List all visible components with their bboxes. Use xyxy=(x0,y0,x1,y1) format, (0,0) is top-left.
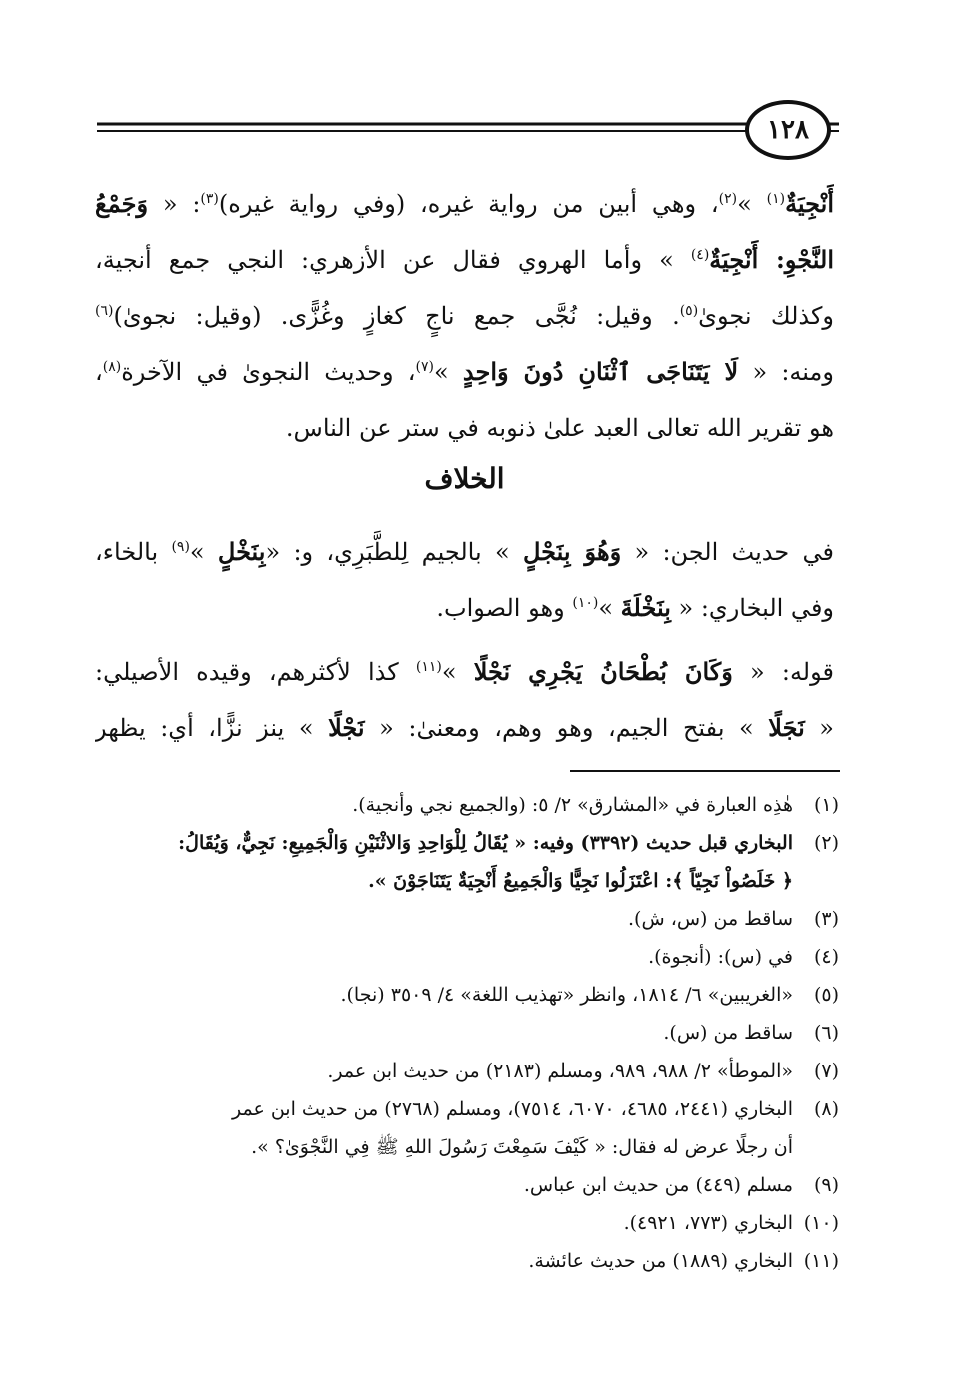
text-line: في حديث الجن: « وَهُوَ بِنَجْلٍ » بالجيم لِلطَّبَرِي، و: «بِنَخْلٍ »$^{(٩)}$ بالخاء، xyxy=(95,537,834,566)
header-rule xyxy=(97,122,839,134)
footnote: (١٠) البخاري (٧٧٣، ٤٩٢١). xyxy=(623,1212,839,1234)
text-line: أَنْجِيَةٌ$^{(١)}$ »$^{(٢)}$، وهي أبين من رواية غيره، (وفي رواية غيره)$^{(٣)}$: « وَجَمْعُ xyxy=(95,189,834,218)
text-line: ومنه: « لَا يَتَنَاجَى ٱثْنَانِ دُونَ وَاحِدٍ »$^{(٧)}$، وحديث النجوىٰ في الآخرة$^{(٨)}$، xyxy=(95,357,834,386)
footnote: (٩) مسلم (٤٤٩) من حديث ابن عباس. xyxy=(523,1174,839,1196)
footnote: (٦) ساقط من (س). xyxy=(663,1022,839,1044)
footnote: (٣) ساقط من (س، ش). xyxy=(628,908,839,930)
footnote: (٤) في (س): (أنجوة). xyxy=(648,946,839,968)
paragraph-jinn-hadith xyxy=(95,524,834,636)
text-line: هو تقرير الله تعالى العبد علىٰ ذنوبه في ستر عن الناس. xyxy=(285,414,834,442)
section-title: الخلاف xyxy=(424,462,505,495)
footnote: (٧) «الموطأ» ٢/ ٩٨٨، ٩٨٩، ومسلم (٢١٨٣) من حديث ابن عمر. xyxy=(327,1060,839,1082)
footnote: (١١) البخاري (١٨٨٩) من حديث عائشة. xyxy=(528,1250,839,1272)
text-line: وفي البخاري: « بِنَخْلَةَ »$^{(١٠)}$ وهو الصواب. xyxy=(436,593,834,622)
text-line: وكذلك نجوىٰ$^{(٥)}$. وقيل: نُجَّى جمع ناجٍ كغازٍ وغُزًّى. (وقيل: نجوىٰ)$^{(٦)}$ xyxy=(95,302,834,330)
paragraph-buthan xyxy=(95,644,834,756)
page-number: ١٢٨ xyxy=(745,100,831,160)
text-line: « نَجَلًا » بفتح الجيم، وهو وهم، ومعنىٰ: « نَجْلًا » ينز نزًّا، أي: يظهر xyxy=(95,713,834,742)
text-line: قوله: « وَكَانَ بُطْحَانُ يَجْرِي نَجْلًا »$^{(١١)}$ كذا لأكثرهم، وقيده الأصيلي: xyxy=(95,657,834,686)
footnote: (٨) البخاري (٢٤٤١، ٤٦٨٥، ٦٠٧٠، ٧٥١٤)، ومسلم (٢٧٦٨) من حديث ابن عمر أن رجلًا عرض له فقال: « كَيْفَ سَمِعْتَ رَسُولَ اللهِ ﷺ فِي النَّجْوَىٰ؟ ». xyxy=(231,1098,839,1158)
footnote: (٢) البخاري قبل حديث (٣٣٩٢) وفيه: « يُقَالُ لِلْوَاحِدِ وَالاثْنَيْنِ وَالْجَمِيعِ: نَجِيٌّ، وَيُقَالُ: ﴿ خَلَصُواْ نَجِيّاً ﴾: اعْتَزَلُوا نَجِيًّا وَالْجَمِيعُ أَنْجِيَةٌ يَتَنَاجَوْنَ ». xyxy=(178,832,839,892)
main-paragraph xyxy=(95,176,834,456)
footnote: (٥) «الغريبين» ٦/ ١٨١٤، وانظر «تهذيب اللغة» ٤/ ٣٥٠٩ (نجا). xyxy=(340,984,839,1006)
footnote: (١) هٰذِه العبارة في «المشارق» ٢/ ٥: (والجميع نجي وأنجية). xyxy=(352,794,839,816)
footnote-separator xyxy=(570,770,840,772)
text-line: النَّجْوِ: أَنْجِيَةٌ$^{(٤)}$ » وأما الهروي فقال عن الأزهري: النجي جمع أنجية، xyxy=(95,245,834,274)
footnotes xyxy=(95,786,839,1280)
